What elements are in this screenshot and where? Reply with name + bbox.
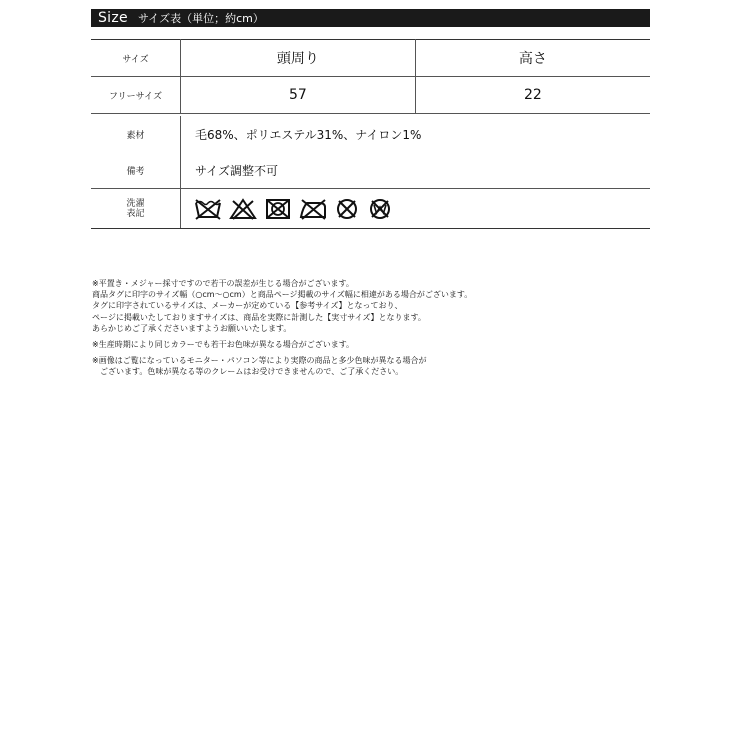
note-line: ページに掲載いたしておりますサイズは、商品を実際に計測した【実寸サイズ】となります。	[92, 312, 426, 322]
note-line: タグに印字されているサイズは、メーカーが定めている【参考サイズ】となっており、	[92, 301, 403, 311]
size-header-label: サイズ	[91, 40, 181, 77]
care-label	[91, 189, 181, 229]
material-row	[91, 116, 650, 152]
size-table	[91, 39, 650, 114]
size-title: Size	[98, 10, 128, 26]
no-wet-clean-icon	[367, 198, 393, 220]
material-value: 毛68%、ポリエステル31%、ナイロン1%	[195, 127, 422, 142]
note-line: ※生産時期により同じカラーでも若干お色味が異なる場合がございます。	[92, 340, 355, 350]
table-row	[91, 77, 650, 114]
value-height: 22	[415, 77, 650, 114]
care-label-line1: 洗濯	[126, 198, 145, 209]
care-label-line2: 表記	[126, 208, 145, 219]
row-label-free-size: フリーサイズ	[91, 77, 181, 114]
size-header-bar	[91, 9, 650, 27]
note-line: 商品タグに印字のサイズ幅（○cm〜○cm）と商品ページ掲載のサイズ幅に相違がある場合がございます。	[92, 290, 473, 300]
note-label: 備考	[91, 152, 181, 189]
note-line: ※画像はご覧になっているモニター・パソコン等により実際の商品と多少色味が異なる場合が	[92, 356, 427, 366]
care-icons	[181, 198, 650, 220]
column-head-circumference: 頭周り	[181, 40, 416, 77]
detail-table	[91, 116, 650, 229]
material-label: 素材	[91, 116, 181, 152]
notes-block	[92, 278, 692, 378]
note-line: あらかじめご了承くださいますようお願いいたします。	[92, 323, 292, 333]
value-head-circumference: 57	[181, 77, 416, 114]
column-height: 高さ	[415, 40, 650, 77]
note-row	[91, 152, 650, 189]
no-bleach-icon	[229, 198, 257, 220]
note-line: ございます。色味が異なる等のクレームはお受けできませんので、ご了承ください。	[92, 367, 404, 377]
no-hand-wash-icon	[194, 198, 222, 220]
care-icons-cell	[181, 189, 651, 229]
no-iron-icon	[299, 198, 327, 220]
no-dry-clean-icon	[334, 198, 360, 220]
note-line: ※平置き・メジャー採寸ですので若干の誤差が生じる場合がございます。	[92, 279, 354, 288]
note-value: サイズ調整不可	[181, 152, 651, 189]
size-table-header-row	[91, 40, 650, 77]
no-tumble-dry-icon	[264, 198, 292, 220]
size-subtitle: サイズ表（単位；約cm）	[137, 12, 264, 25]
care-row	[91, 189, 650, 229]
